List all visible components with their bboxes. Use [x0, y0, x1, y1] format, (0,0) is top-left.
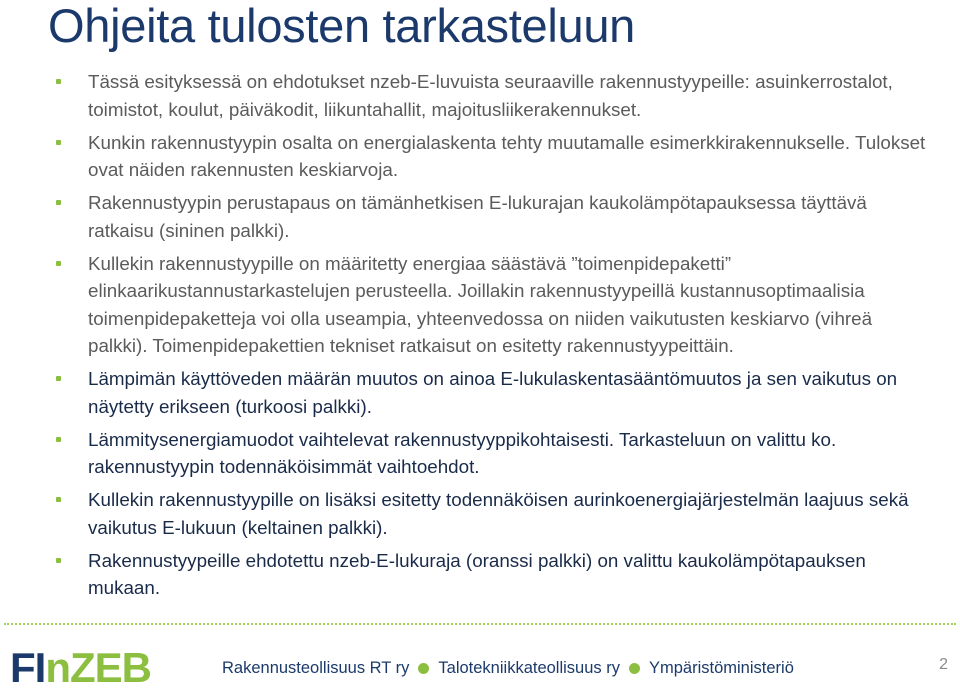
bullet-text: Lämmitysenergiamuodot vaihtelevat rakennustyyppikohtaisesti. Tarkasteluun on valittu ko. rakennustyypin todennäköisimmät vaihtoehdot. [88, 428, 837, 477]
bullet-text: Rakennustyypeille ehdotettu nzeb-E-lukuraja (oranssi palkki) on valittu kaukolämpötapauksen mukaan. [88, 549, 866, 598]
bullet-item [52, 68, 932, 123]
footer-org-ym: Ympäristöministeriö [649, 658, 794, 677]
bullet-icon [56, 437, 61, 442]
bullet-item [52, 250, 932, 360]
page-number: 2 [939, 656, 948, 673]
bullet-icon [56, 79, 61, 84]
footer-org-rt: Rakennusteollisuus RT ry [222, 658, 410, 677]
logo-part-nzeb: nZEB [45, 644, 151, 691]
bullet-text: Tässä esityksessä on ehdotukset nzeb-E-luvuista seuraaville rakennustyypeille: asuinkerrostalot, toimistot, koulut, päiväkodit, liikuntahallit, majoitusliikerakennukset. [88, 71, 893, 120]
bullet-list [52, 68, 932, 607]
separator-dot-icon [629, 663, 640, 674]
footer-org-tate: Talotekniikkateollisuus ry [438, 658, 620, 677]
separator-dot-icon [418, 663, 429, 674]
bullet-icon [56, 376, 61, 381]
bullet-icon [56, 200, 61, 205]
finzeb-logo [10, 644, 151, 691]
bullet-item [52, 189, 932, 244]
bullet-item [52, 486, 932, 541]
bullet-item [52, 129, 932, 184]
bullet-icon [56, 558, 61, 563]
bullet-icon [56, 497, 61, 502]
page-title: Ohjeita tulosten tarkasteluun [48, 0, 635, 52]
bullet-text: Kullekin rakennustyypille on lisäksi esitetty todennäköisen aurinkoenergiajärjestelmän laajuus sekä vaikutus E-lukuun (keltainen palkki). [88, 489, 909, 538]
footer-divider [4, 623, 956, 625]
bullet-item [52, 365, 932, 420]
bullet-text: Kullekin rakennustyypille on määritetty energiaa säästävä ”toimenpidepaketti” elinkaarikustannustarkastelujen perusteella. Joillakin rakennustyypeillä kustannusoptimaalisia toimenpidepaketteja voi olla useampia, yhteenvedossa on niiden vaikutusten keskiarvo (vihreä palkki). Toimenpidepakettien tekniset ratkaisut on esitetty rakennustyypeittäin. [88, 252, 873, 356]
footer-organizations [222, 656, 794, 680]
bullet-text: Lämpimän käyttöveden määrän muutos on ainoa E-lukulaskentasääntömuutos ja sen vaikutus on näytetty erikseen (turkoosi palkki). [88, 368, 898, 417]
bullet-text: Kunkin rakennustyypin osalta on energialaskenta tehty muutamalle esimerkkirakennukselle. Tulokset ovat näiden rakennusten keskiarvoja. [88, 131, 926, 180]
bullet-icon [56, 261, 61, 266]
bullet-text: Rakennustyypin perustapaus on tämänhetkisen E-lukurajan kaukolämpötapauksessa täyttävä ratkaisu (sininen palkki). [88, 192, 867, 241]
bullet-icon [56, 140, 61, 145]
bullet-item [52, 547, 932, 602]
bullet-item [52, 426, 932, 481]
logo-part-fi: FI [10, 644, 46, 691]
